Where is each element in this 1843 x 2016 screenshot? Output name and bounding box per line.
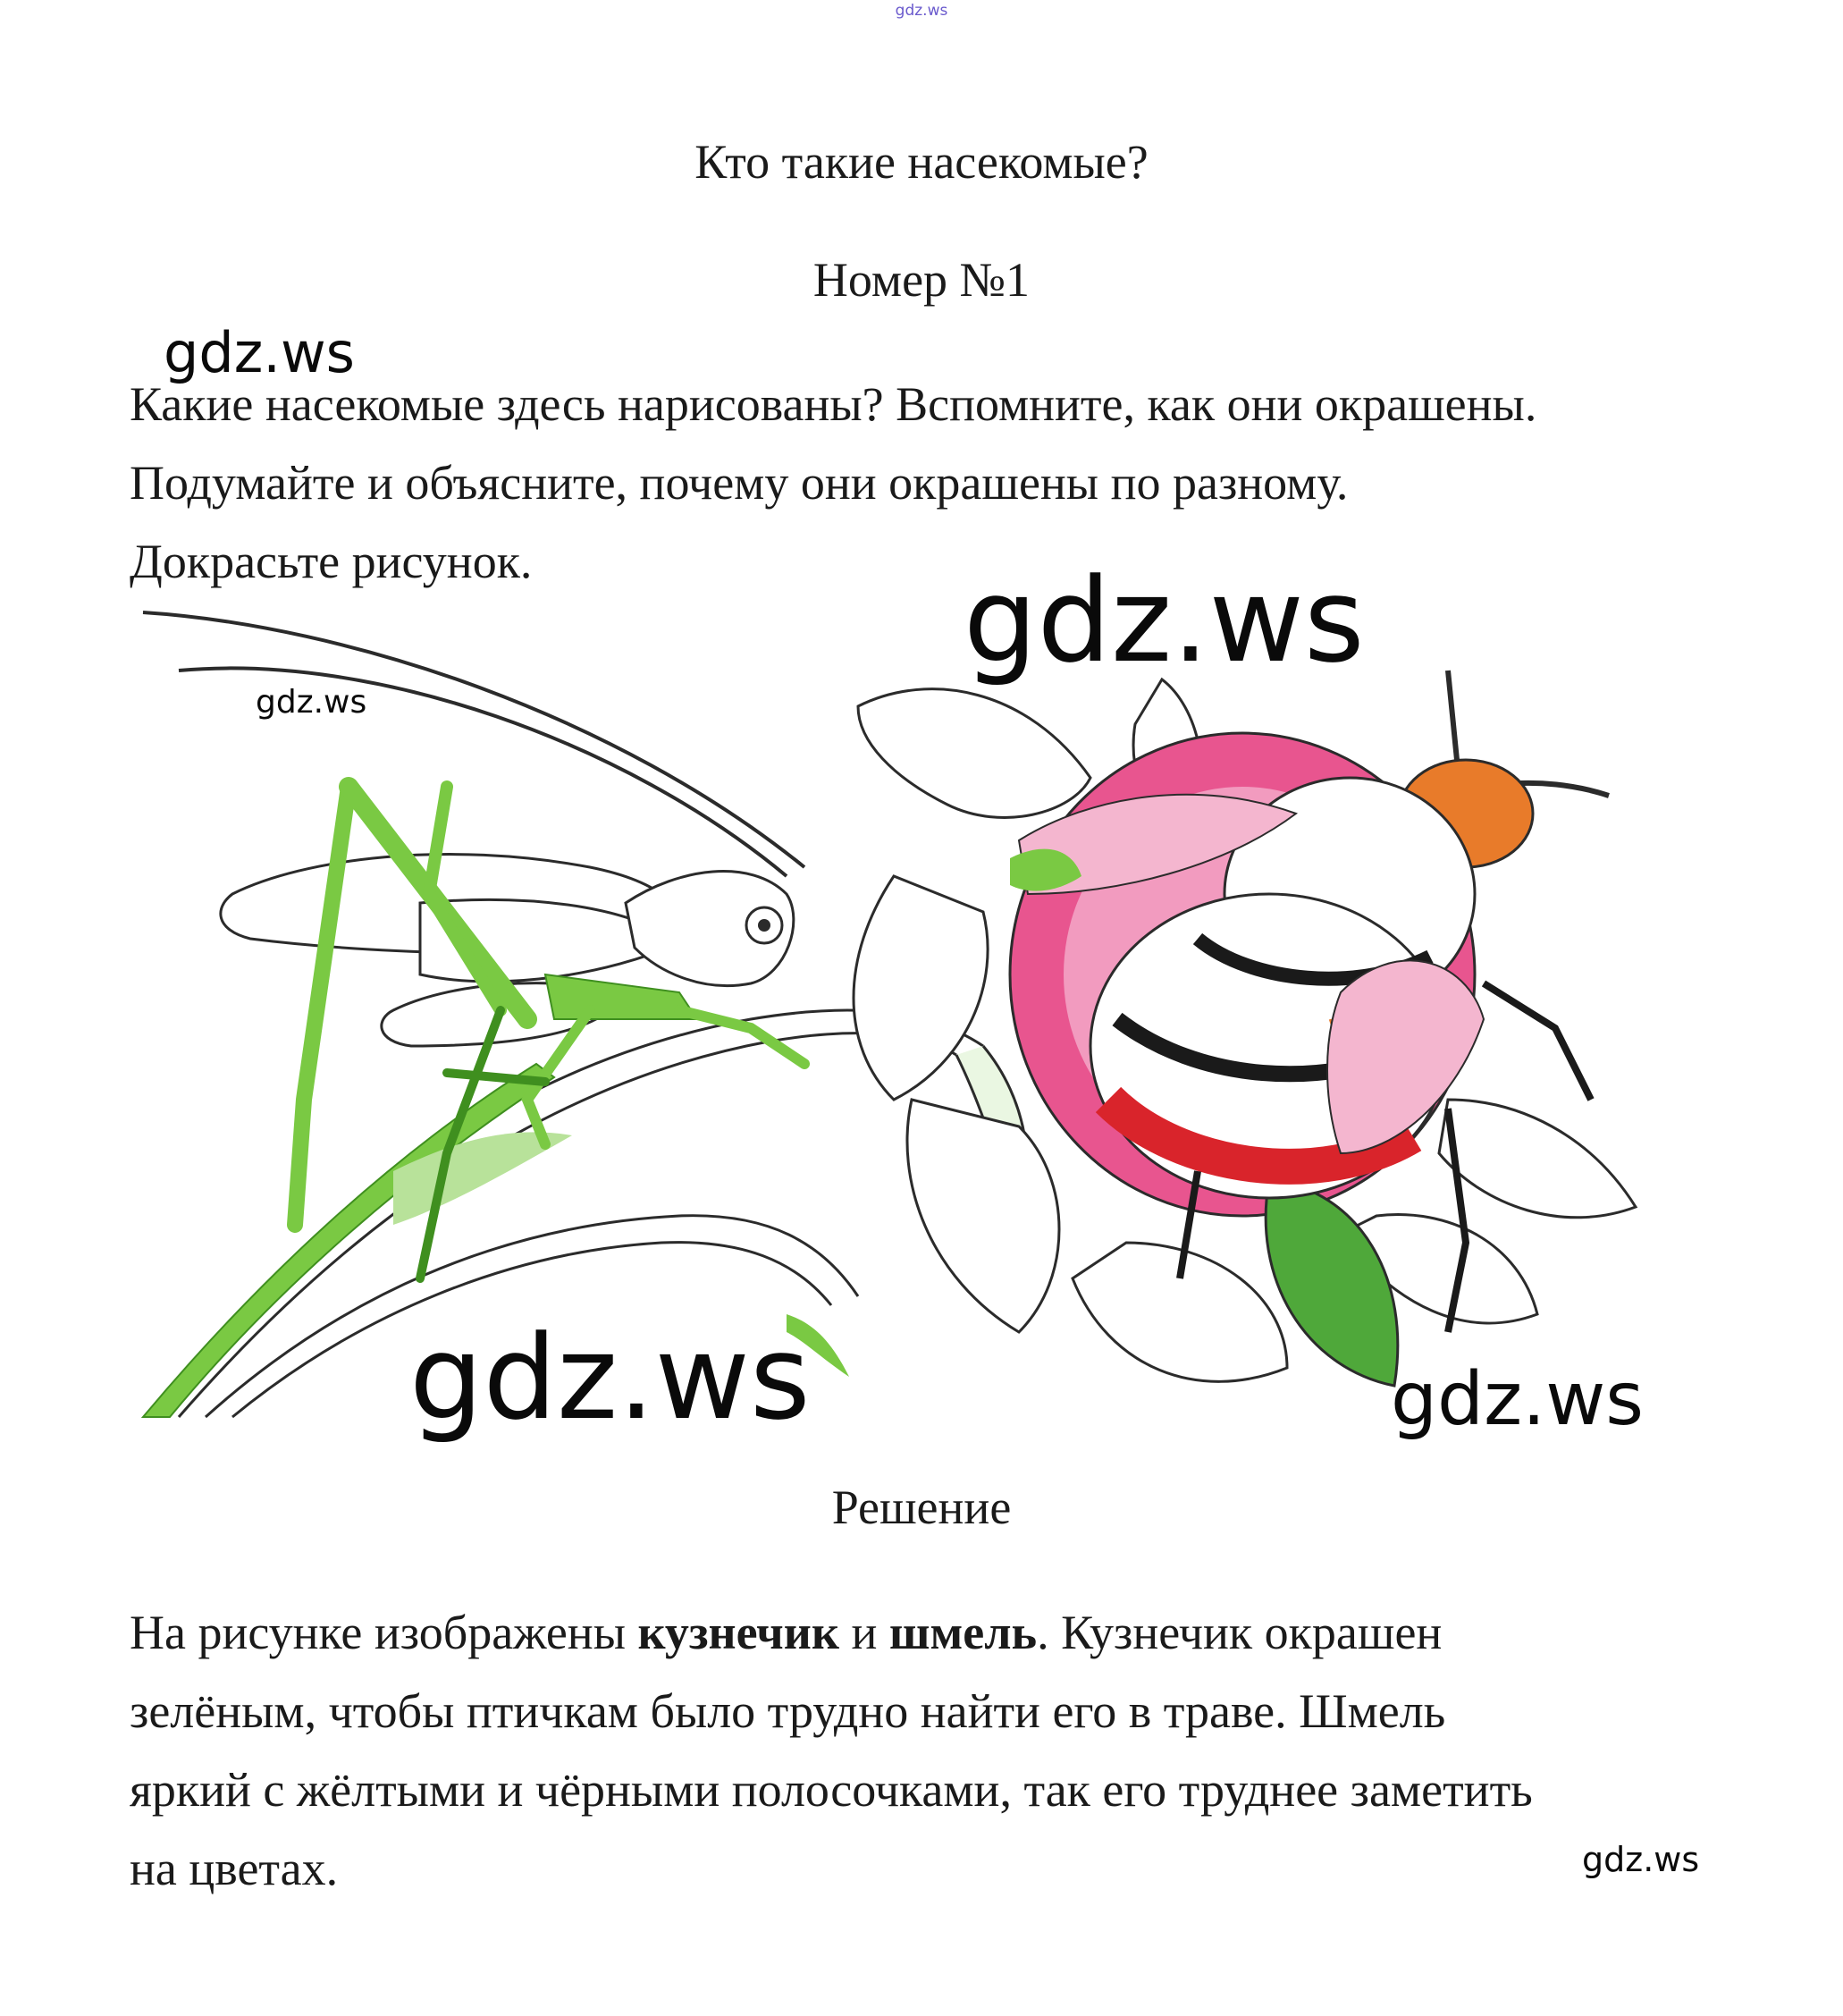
watermark: gdz.ws: [964, 553, 1365, 688]
top-watermark: gdz.ws: [895, 2, 948, 20]
task-line: Какие насекомые здесь нарисованы? Вспомните, как они окрашены.: [130, 377, 1537, 431]
watermark: gdz.ws: [1391, 1357, 1644, 1442]
solution-text-part: и: [838, 1606, 889, 1659]
task-number: Номер №1: [812, 253, 1031, 307]
watermark: gdz.ws: [164, 320, 355, 385]
solution-text-part: На рисунке изображены: [130, 1606, 638, 1659]
solution-text: [130, 1593, 1738, 1908]
insects-illustration: [125, 599, 1707, 1421]
page-title: Кто такие насекомые?: [694, 135, 1149, 189]
solution-line: яркий с жёлтыми и чёрными полосочками, так его труднее заметить: [130, 1763, 1533, 1817]
solution-line: [130, 1593, 1738, 1672]
keyword-bumblebee: шмель: [888, 1606, 1038, 1659]
watermark: gdz.ws: [1582, 1840, 1700, 1879]
solution-line: на цветах.: [130, 1842, 339, 1895]
watermark: gdz.ws: [256, 684, 367, 721]
task-line: Докрасьте рисунок.: [130, 535, 533, 588]
watermark: gdz.ws: [409, 1310, 811, 1446]
solution-heading: Решение: [831, 1480, 1012, 1534]
solution-line: зелёным, чтобы птичкам было трудно найти его в траве. Шмель: [130, 1684, 1446, 1738]
task-text: [130, 365, 1738, 601]
keyword-grasshopper: кузнечик: [637, 1606, 839, 1659]
solution-text-part: . Кузнечик окрашен: [1037, 1606, 1443, 1659]
task-line: Подумайте и объясните, почему они окрашены по разному.: [130, 456, 1349, 510]
